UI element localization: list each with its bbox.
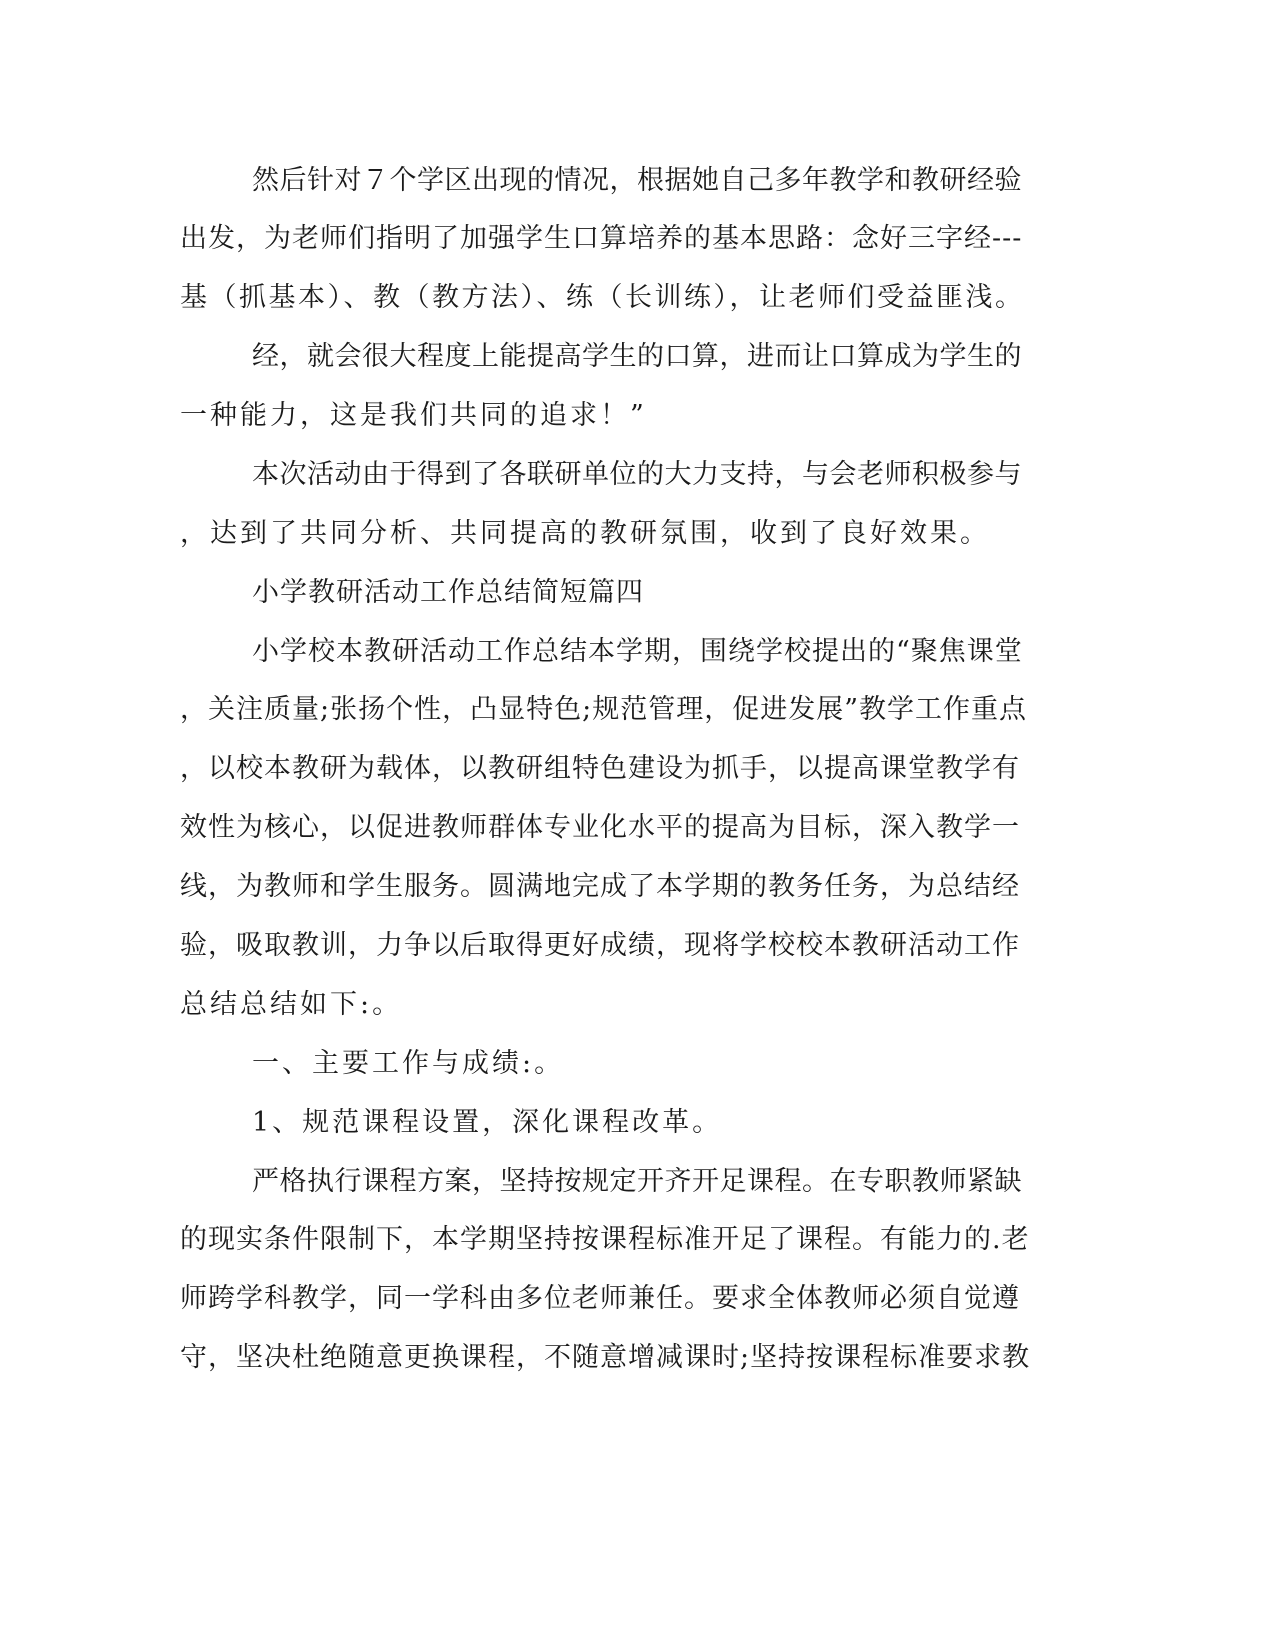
paragraph-line: 出发，为老师们指明了加强学生口算培养的基本思路：念好三字经--- (180, 223, 1023, 254)
paragraph-line: 基（抓基本）、教（教方法）、练（长训练），让老师们受益匪浅。 (180, 282, 1025, 313)
paragraph-line: ，关注质量;张扬个性，凸显特色;规范管理，促进发展”教学工作重点 (180, 694, 1027, 725)
paragraph-line: 守，坚决杜绝随意更换课程，不随意增减课时;坚持按课程标准要求教 (180, 1342, 1031, 1373)
paragraph-line: 严格执行课程方案，坚持按规定开齐开足课程。在专职教师紧缺 (252, 1166, 1022, 1197)
paragraph-line: 经，就会很大程度上能提高学生的口算，进而让口算成为学生的 (252, 341, 1022, 372)
paragraph-line: 的现实条件限制下，本学期坚持按课程标准开足了课程。有能力的.老 (180, 1224, 1030, 1255)
paragraph-line: 一种能力，这是我们共同的追求！” (180, 400, 647, 431)
paragraph-line: 师跨学科教学，同一学科由多位老师兼任。要求全体教师必须自觉遵 (180, 1283, 1020, 1314)
paragraph-line: ，以校本教研为载体，以教研组特色建设为抓手，以提高课堂教学有 (180, 753, 1020, 784)
paragraph-line: 线，为教师和学生服务。圆满地完成了本学期的教务任务，为总结经 (180, 871, 1020, 902)
list-item-text: 1、规范课程设置，深化课程改革。 (252, 1107, 723, 1138)
paragraph-line: 小学校本教研活动工作总结本学期，围绕学校提出的“聚焦课堂 (252, 636, 1023, 667)
subheading-text: 一、主要工作与成绩:。 (252, 1048, 565, 1079)
paragraph-line: 总结总结如下:。 (180, 989, 403, 1020)
paragraph-line: 然后针对７个学区出现的情况，根据她自己多年教学和教研经验 (252, 165, 1022, 196)
section-heading-text: 小学教研活动工作总结简短篇四 (252, 577, 644, 608)
paragraph-line: 效性为核心，以促进教师群体专业化水平的提高为目标，深入教学一 (180, 812, 1020, 843)
paragraph-line: 验，吸取教训，力争以后取得更好成绩，现将学校校本教研活动工作 (180, 930, 1020, 961)
paragraph-line: ，达到了共同分析、共同提高的教研氛围，收到了良好效果。 (180, 518, 990, 549)
paragraph-line: 本次活动由于得到了各联研单位的大力支持，与会老师积极参与 (252, 459, 1022, 490)
